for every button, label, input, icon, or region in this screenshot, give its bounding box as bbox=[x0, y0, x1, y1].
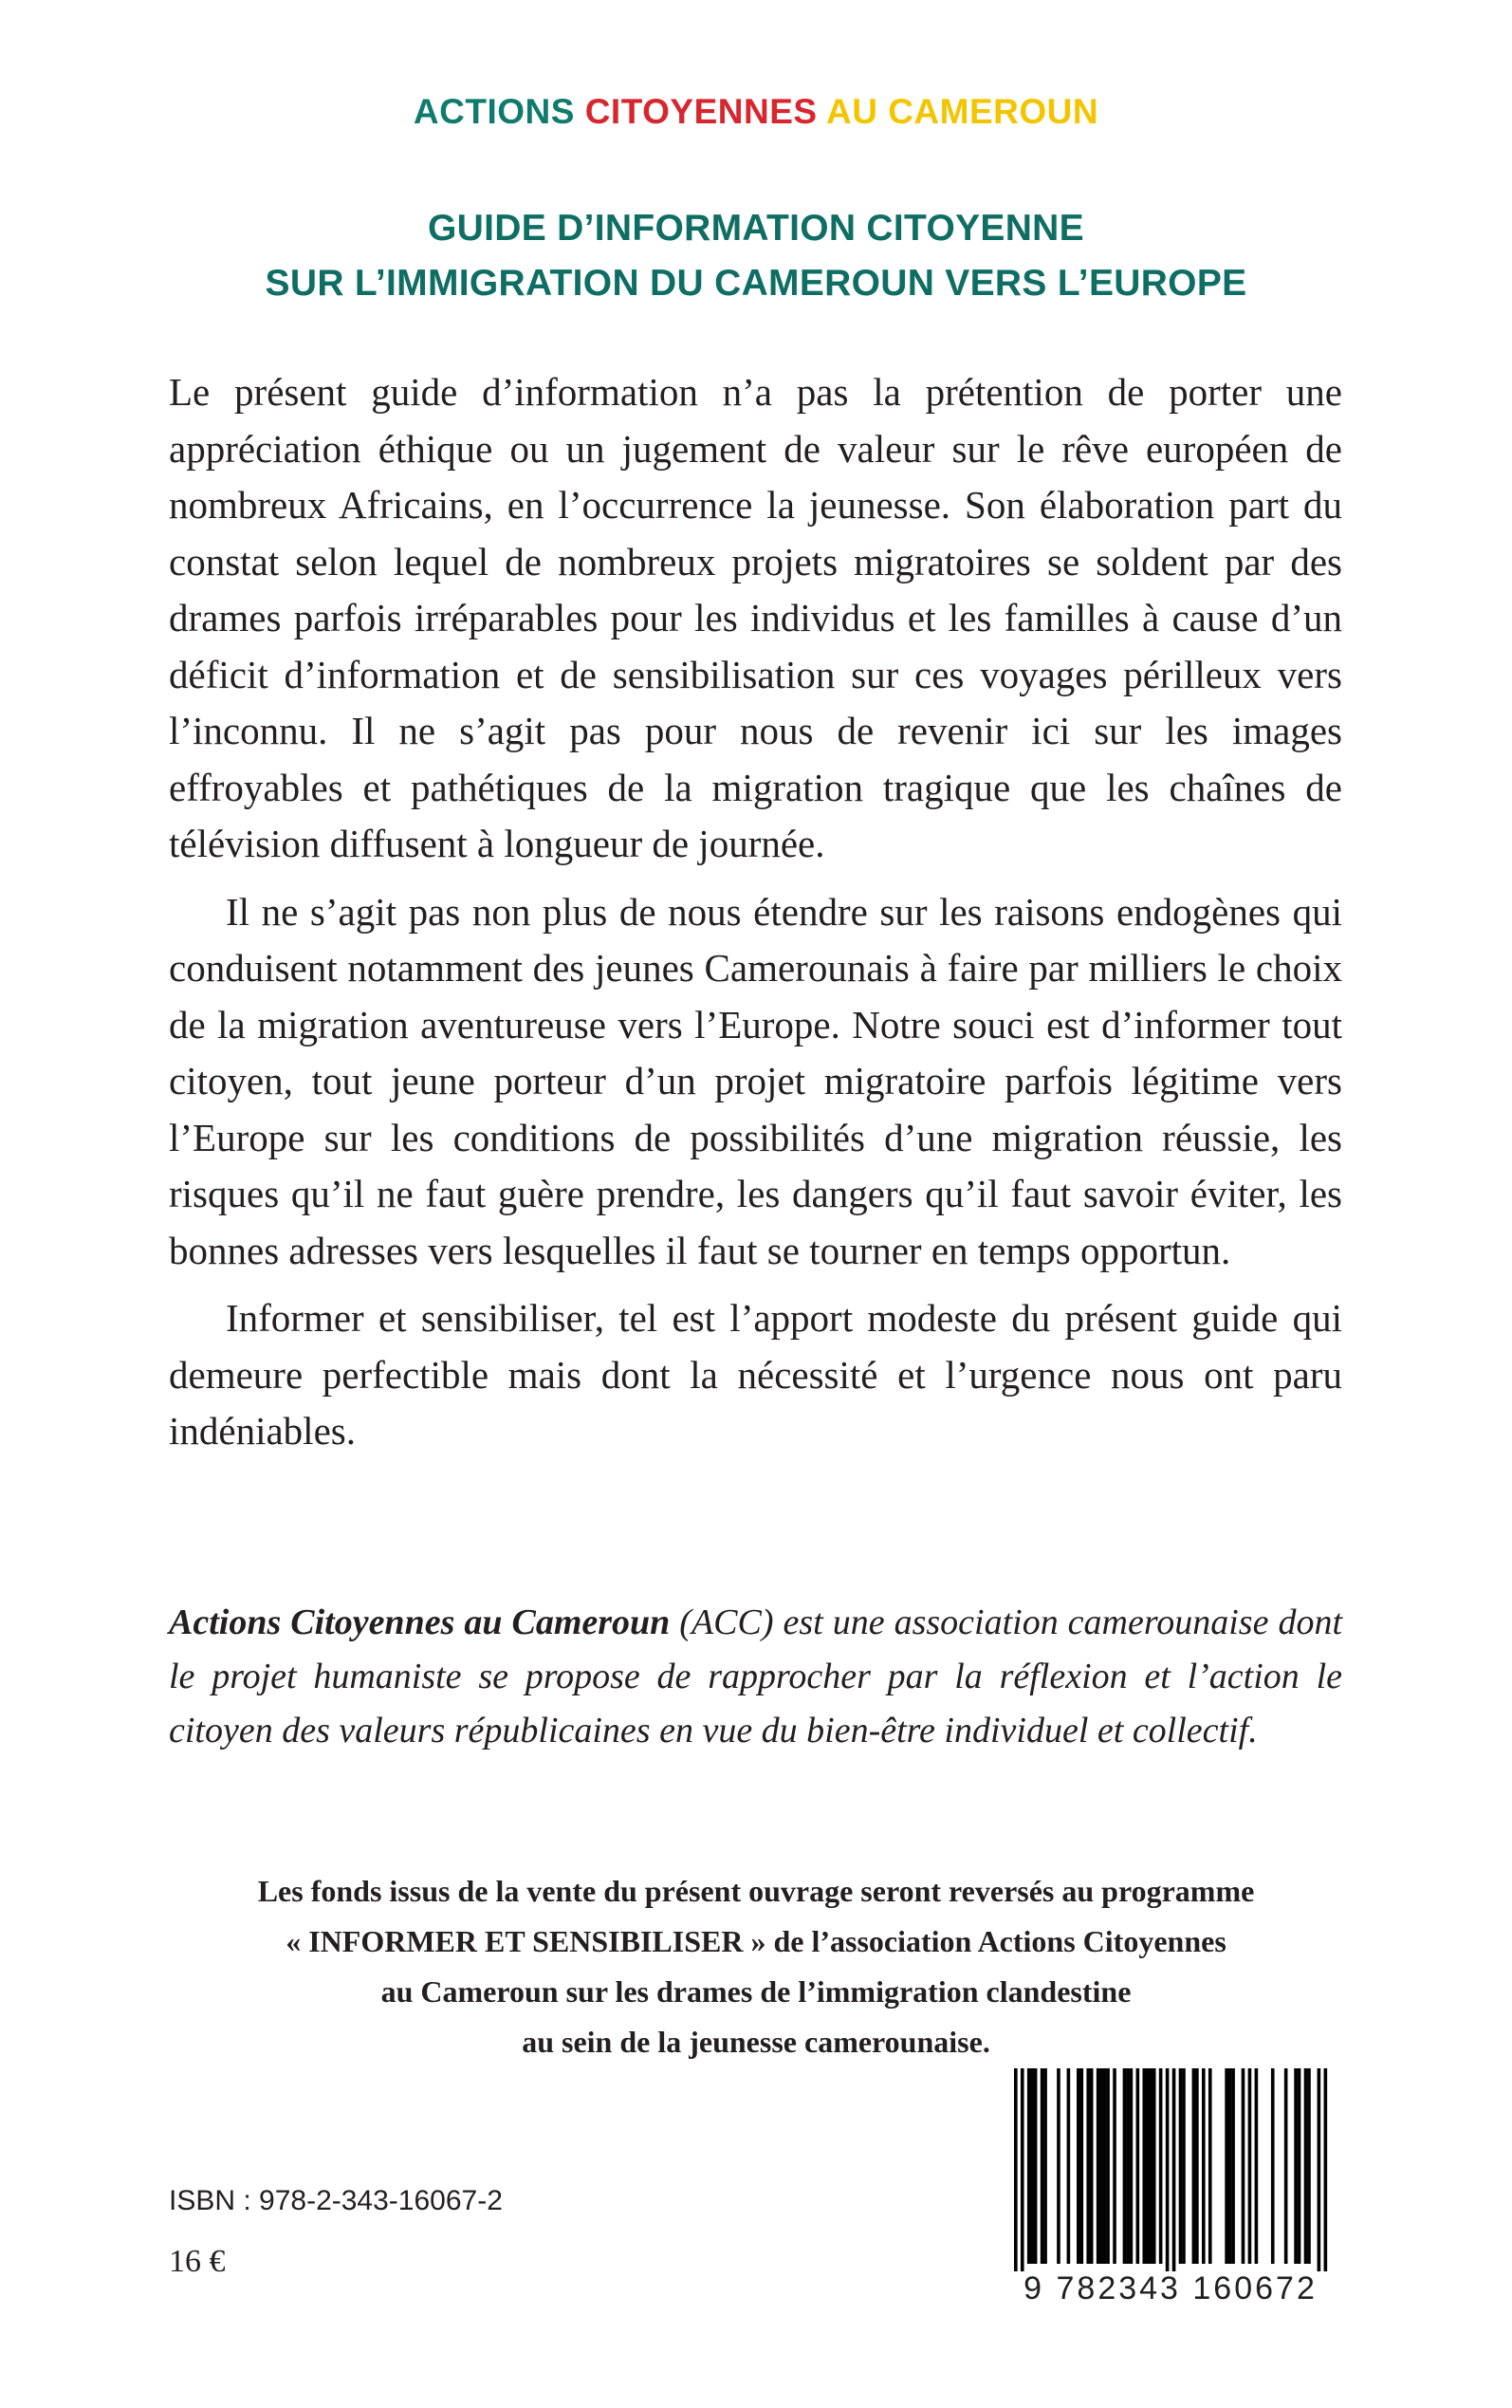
barcode-bar-44 bbox=[1298, 2068, 1301, 2264]
summary-paragraph-1: Le présent guide d’information n’a pas la prétention de porter une appréciation éthique ou un jugement de valeur sur le rêve européen de nombreux Africains, en l’occurrence la jeunesse. Son élaboration part du constat selon lequel de nombreux projets migratoires se soldent par des drames parfois irréparables pour les individus et les familles à cause d’un déficit d’information et de sensibilisation sur ces voyages périlleux vers l’inconnu. Il ne s’agit pas pour nous de revenir ici sur les images effroyables et pathétiques de la migration tragique que les chaînes de télévision diffusent à longueur de journée. bbox=[169, 370, 1342, 865]
barcode-bar-47 bbox=[1318, 2068, 1321, 2271]
barcode-bar-19 bbox=[1126, 2068, 1130, 2264]
barcode-bar-28 bbox=[1172, 2068, 1176, 2271]
funds-notice-line-1: Les fonds issus de la vente du présent ouvrage seront reversés au programme bbox=[257, 1874, 1255, 1908]
barcode-bar-14 bbox=[1099, 2068, 1103, 2264]
barcode-bar-16 bbox=[1106, 2068, 1110, 2264]
barcode-bar-32 bbox=[1195, 2068, 1199, 2264]
barcode-bars bbox=[999, 2061, 1342, 2271]
barcode-bar-25 bbox=[1152, 2068, 1156, 2264]
series-title bbox=[0, 91, 1512, 133]
barcode-bar-45 bbox=[1304, 2068, 1308, 2264]
series-title-part-citoyennes: CITOYENNES bbox=[584, 92, 818, 131]
association-description-text: (ACC) est une association camerounaise dont le projet humaniste se propose de rapprocher par la réflexion et l’action le citoyen des valeurs républicaines en vue du bien-être individuel et collectif. bbox=[169, 1602, 1342, 1750]
series-title-part-actions: ACTIONS bbox=[413, 92, 585, 131]
barcode-bar-17 bbox=[1113, 2068, 1116, 2264]
barcode bbox=[999, 2061, 1342, 2315]
association-name: Actions Citoyennes au Cameroun bbox=[169, 1602, 671, 1642]
barcode-bar-23 bbox=[1146, 2068, 1150, 2264]
barcode-bar-2 bbox=[1027, 2068, 1031, 2264]
barcode-bar-33 bbox=[1202, 2068, 1206, 2264]
isbn-number: ISBN : 978-2-343-16067-2 bbox=[169, 2185, 503, 2216]
book-title-line-2: SUR L’IMMIGRATION DU CAMEROUN VERS L’EUROPE bbox=[265, 263, 1247, 304]
barcode-bar-29 bbox=[1179, 2068, 1183, 2264]
barcode-bar-38 bbox=[1242, 2068, 1245, 2264]
barcode-bar-10 bbox=[1079, 2068, 1083, 2264]
barcode-digits: 9 782343 160672 bbox=[1023, 2270, 1318, 2306]
barcode-bar-18 bbox=[1123, 2068, 1127, 2264]
book-title-line-1: GUIDE D’INFORMATION CITOYENNE bbox=[428, 208, 1084, 249]
barcode-bar-4 bbox=[1034, 2068, 1038, 2264]
summary-text bbox=[169, 364, 1342, 1472]
barcode-bar-39 bbox=[1248, 2068, 1252, 2264]
barcode-bar-46 bbox=[1307, 2068, 1311, 2264]
barcode-bar-9 bbox=[1077, 2068, 1080, 2264]
barcode-bar-27 bbox=[1166, 2068, 1170, 2271]
barcode-bar-7 bbox=[1057, 2068, 1060, 2264]
barcode-bar-11 bbox=[1086, 2068, 1090, 2264]
barcode-bar-15 bbox=[1103, 2068, 1107, 2264]
barcode-bar-31 bbox=[1192, 2068, 1196, 2264]
association-description bbox=[169, 1596, 1342, 1758]
barcode-bar-1 bbox=[1021, 2068, 1024, 2271]
funds-notice-line-3: au Cameroun sur les drames de l’immigration clandestine bbox=[380, 1974, 1132, 2009]
barcode-bar-3 bbox=[1030, 2068, 1034, 2264]
price: 16 € bbox=[169, 2244, 226, 2279]
barcode-bar-48 bbox=[1324, 2068, 1328, 2271]
barcode-bar-24 bbox=[1149, 2068, 1152, 2264]
series-title-part-au-cameroun: AU CAMEROUN bbox=[817, 92, 1099, 131]
summary-paragraph-3: Informer et sensibiliser, tel est l’apport modeste du présent guide qui demeure perfectible mais dont la nécessité et l’urgence nous ont paru indéniables. bbox=[169, 1296, 1342, 1453]
barcode-bar-20 bbox=[1130, 2068, 1134, 2264]
barcode-bar-6 bbox=[1043, 2068, 1047, 2264]
barcode-bar-35 bbox=[1225, 2068, 1228, 2264]
barcode-bar-0 bbox=[1014, 2068, 1018, 2271]
barcode-bar-30 bbox=[1182, 2068, 1186, 2264]
barcode-bar-5 bbox=[1041, 2068, 1044, 2264]
barcode-bar-26 bbox=[1159, 2068, 1163, 2264]
barcode-bar-13 bbox=[1097, 2068, 1100, 2264]
barcode-bar-22 bbox=[1142, 2068, 1146, 2264]
barcode-bar-42 bbox=[1284, 2068, 1288, 2264]
barcode-bar-34 bbox=[1208, 2068, 1212, 2264]
barcode-bar-8 bbox=[1067, 2068, 1071, 2264]
barcode-bar-36 bbox=[1228, 2068, 1232, 2264]
barcode-bar-40 bbox=[1255, 2068, 1259, 2264]
summary-paragraph-2: Il ne s’agit pas non plus de nous étendre sur les raisons endogènes qui conduisent notamment des jeunes Camerounais à faire par milliers le choix de la migration aventureuse vers l’Europe. Notre souci est d’informer tout citoyen, tout jeune porteur d’un projet migratoire parfois légitime vers l’Europe sur les conditions de possibilités d’une migration réussie, les risques qu’il ne faut guère prendre, les dangers qu’il faut savoir éviter, les bonnes adresses vers lesquelles il faut se tourner en temps opportun. bbox=[169, 889, 1342, 1272]
barcode-bar-21 bbox=[1136, 2068, 1140, 2264]
barcode-bar-43 bbox=[1294, 2068, 1298, 2264]
funds-notice-line-4: au sein de la jeunesse camerounaise. bbox=[522, 2025, 990, 2059]
barcode-bar-41 bbox=[1271, 2068, 1275, 2264]
barcode-bar-37 bbox=[1231, 2068, 1235, 2264]
funds-notice-line-2: « INFORMER ET SENSIBILISER » de l’association Actions Citoyennes bbox=[286, 1924, 1226, 1958]
barcode-bar-12 bbox=[1090, 2068, 1094, 2264]
funds-notice bbox=[0, 1866, 1512, 2067]
book-title bbox=[0, 201, 1512, 311]
